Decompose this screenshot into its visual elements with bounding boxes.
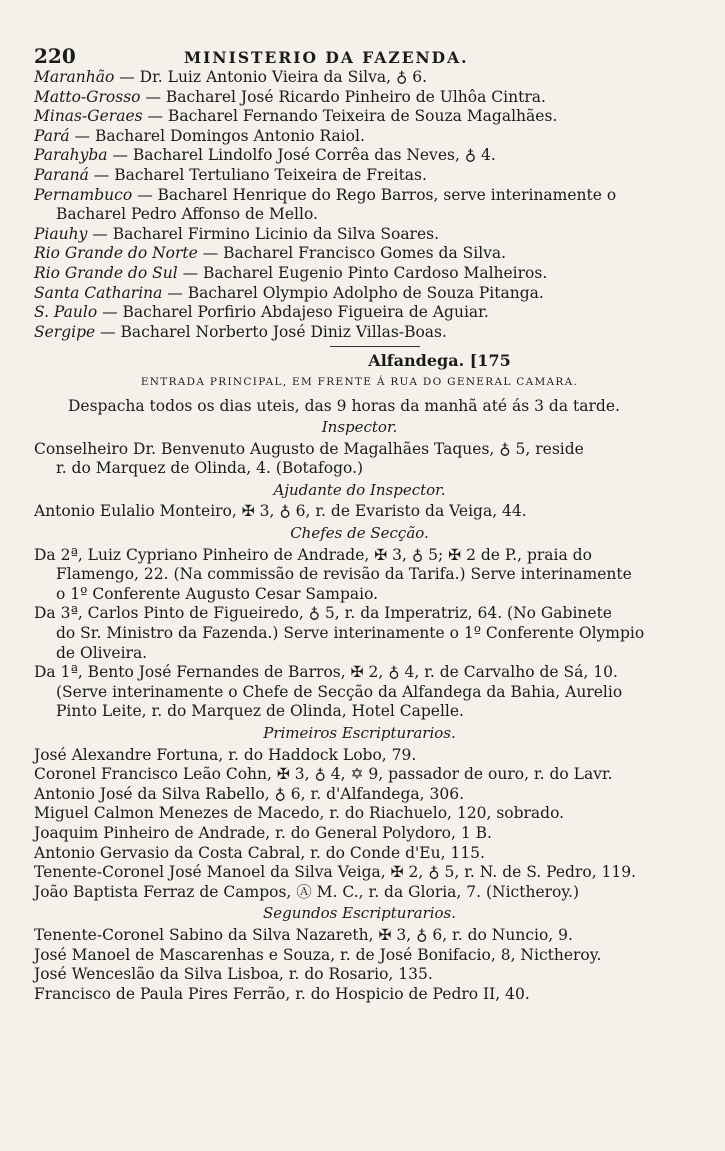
section-caption: Segundos Escripturarios. <box>262 904 457 923</box>
province-entry <box>34 264 685 284</box>
province-officer: — Bacharel Fernando Teixeira de Souza Magalhães. <box>142 107 558 126</box>
province-entry <box>34 146 685 166</box>
staff-sections <box>34 418 685 1004</box>
running-title: MINISTERIO DA FAZENDA. <box>184 48 469 67</box>
page-header <box>34 44 685 68</box>
staff-entry: José Wenceslão da Silva Lisboa, r. do Rosario, 135. <box>34 965 433 984</box>
divider <box>330 346 420 347</box>
staff-entry: Francisco de Paula Pires Ferrão, r. do Hospicio de Pedro II, 40. <box>34 984 530 1003</box>
entry-continuation: o 1º Conferente Augusto Cesar Sampaio. <box>56 584 379 603</box>
province-name: Maranhão <box>34 68 115 86</box>
staff-entry: Tenente-Coronel José Manoel da Silva Veiga, ✠ 2, ♁ 5, r. N. de S. Pedro, 119. <box>34 863 637 882</box>
province-officer: — Bacharel Henrique do Rego Barros, serve interinamente o <box>132 185 617 204</box>
province-officer: — Bacharel Domingos Antonio Raiol. <box>69 126 365 145</box>
province-name: Minas-Geraes <box>34 107 143 126</box>
entry-continuation: do Sr. Ministro da Fazenda.) Serve interinamente o 1º Conferente Olympio <box>56 624 645 643</box>
province-entry <box>34 284 685 304</box>
province-officer: — Bacharel Porfirio Abdajeso Figueira de Aguiar. <box>97 303 489 322</box>
province-officer: — Bacharel Francisco Gomes da Silva. <box>197 244 507 263</box>
province-name: Pernambuco <box>34 185 133 204</box>
province-entry <box>34 107 685 127</box>
staff-entry: Da 2ª, Luiz Cypriano Pinheiro de Andrade, ✠ 3, ♁ 5; ✠ 2 de P., praia do <box>34 545 592 564</box>
staff-entry: Antonio Gervasio da Costa Cabral, r. do Conde d'Eu, 115. <box>34 843 485 862</box>
province-name: S. Paulo <box>34 303 98 322</box>
opening-hours: Despacha todos os dias uteis, das 9 horas da manhã até ás 3 da tarde. <box>68 396 620 415</box>
province-officer: — Bacharel Firmino Licinio da Silva Soares. <box>87 224 440 243</box>
province-entry <box>34 323 685 343</box>
province-name: Parahyba <box>34 146 108 165</box>
staff-entry: Joaquim Pinheiro de Andrade, r. do General Polydoro, 1 B. <box>34 823 492 842</box>
entry-continuation: r. do Marquez de Olinda, 4. (Botafogo.) <box>56 459 364 478</box>
province-name: Paraná <box>34 165 89 184</box>
province-name: Pará <box>34 126 70 145</box>
province-entry <box>34 166 685 186</box>
staff-entry: Conselheiro Dr. Benvenuto Augusto de Magalhães Taques, ♁ 5, reside <box>34 439 584 458</box>
province-officer: — Bacharel José Ricardo Pinheiro de Ulhôa Cintra. <box>140 87 546 106</box>
province-name: Sergipe <box>34 322 96 341</box>
province-entry <box>34 303 685 323</box>
entry-continuation: (Serve interinamente o Chefe de Secção da Alfandega da Bahia, Aurelio <box>56 682 623 701</box>
province-list <box>34 68 685 342</box>
section-caption: Ajudante do Inspector. <box>273 480 446 499</box>
staff-entry: Coronel Francisco Leão Cohn, ✠ 3, ♁ 4, ✡ 9, passador de ouro, r. do Lavr. <box>34 765 613 784</box>
entry-continuation: Pinto Leite, r. do Marquez de Olinda, Hotel Capelle. <box>56 702 464 721</box>
section-subtitle: ENTRADA PRINCIPAL, EM FRENTE Á RUA DO GENERAL CAMARA. <box>140 375 579 388</box>
province-entry <box>34 88 685 108</box>
province-officer: — Bacharel Tertuliano Teixeira de Freitas. <box>88 165 427 184</box>
page-number: 220 <box>34 44 76 68</box>
entry-continuation: Flamengo, 22. (Na commissão de revisão da Tarifa.) Serve interinamente <box>56 565 632 584</box>
staff-entry: Antonio Eulalio Monteiro, ✠ 3, ♁ 6, r. de Evaristo da Veiga, 44. <box>34 502 527 521</box>
section-caption: Inspector. <box>321 418 398 437</box>
staff-entry: José Alexandre Fortuna, r. do Haddock Lobo, 79. <box>34 745 417 764</box>
province-officer: — Bacharel Norberto José Diniz Villas-Boas. <box>95 322 447 341</box>
section-caption: Primeiros Escripturarios. <box>263 724 456 742</box>
staff-entry: Da 1ª, Bento José Fernandes de Barros, ✠ 2, ♁ 4, r. de Carvalho de Sá, 10. <box>34 663 618 682</box>
staff-entry: Miguel Calmon Menezes de Macedo, r. do Riachuelo, 120, sobrado. <box>34 804 565 823</box>
staff-entry: Tenente-Coronel Sabino da Silva Nazareth, ✠ 3, ♁ 6, r. do Nuncio, 9. <box>34 925 573 944</box>
province-entry-continuation: Bacharel Pedro Affonso de Mello. <box>56 205 318 224</box>
province-name: Rio Grande do Sul <box>34 263 178 282</box>
province-name: Rio Grande do Norte <box>34 244 198 263</box>
province-officer: — Dr. Luiz Antonio Vieira da Silva, ♁ 6. <box>114 68 428 86</box>
section-title: Alfandega. [175 <box>368 351 511 371</box>
staff-entry: João Baptista Ferraz de Campos, Ⓐ M. C., r. da Gloria, 7. (Nictheroy.) <box>34 882 580 901</box>
province-name: Piauhy <box>34 224 88 243</box>
province-entry <box>34 127 685 147</box>
province-name: Santa Catharina <box>34 283 163 302</box>
entry-continuation: de Oliveira. <box>56 643 148 662</box>
province-officer: — Bacharel Olympio Adolpho de Souza Pitanga. <box>162 283 544 302</box>
province-entry <box>34 225 685 245</box>
province-name: Matto-Grosso <box>34 87 141 106</box>
staff-entry: José Manoel de Mascarenhas e Souza, r. de José Bonifacio, 8, Nictheroy. <box>34 945 602 964</box>
staff-entry: Antonio José da Silva Rabello, ♁ 6, r. d'Alfandega, 306. <box>34 784 464 803</box>
section-caption: Chefes de Secção. <box>290 524 429 543</box>
province-officer: — Bacharel Lindolfo José Corrêa das Neves, ♁ 4. <box>107 146 496 165</box>
province-entry <box>34 244 685 264</box>
province-entry <box>34 68 685 88</box>
province-entry <box>34 186 685 206</box>
province-officer: — Bacharel Eugenio Pinto Cardoso Malheiros. <box>177 263 548 282</box>
staff-entry: Da 3ª, Carlos Pinto de Figueiredo, ♁ 5, r. da Imperatriz, 64. (No Gabinete <box>34 604 612 623</box>
